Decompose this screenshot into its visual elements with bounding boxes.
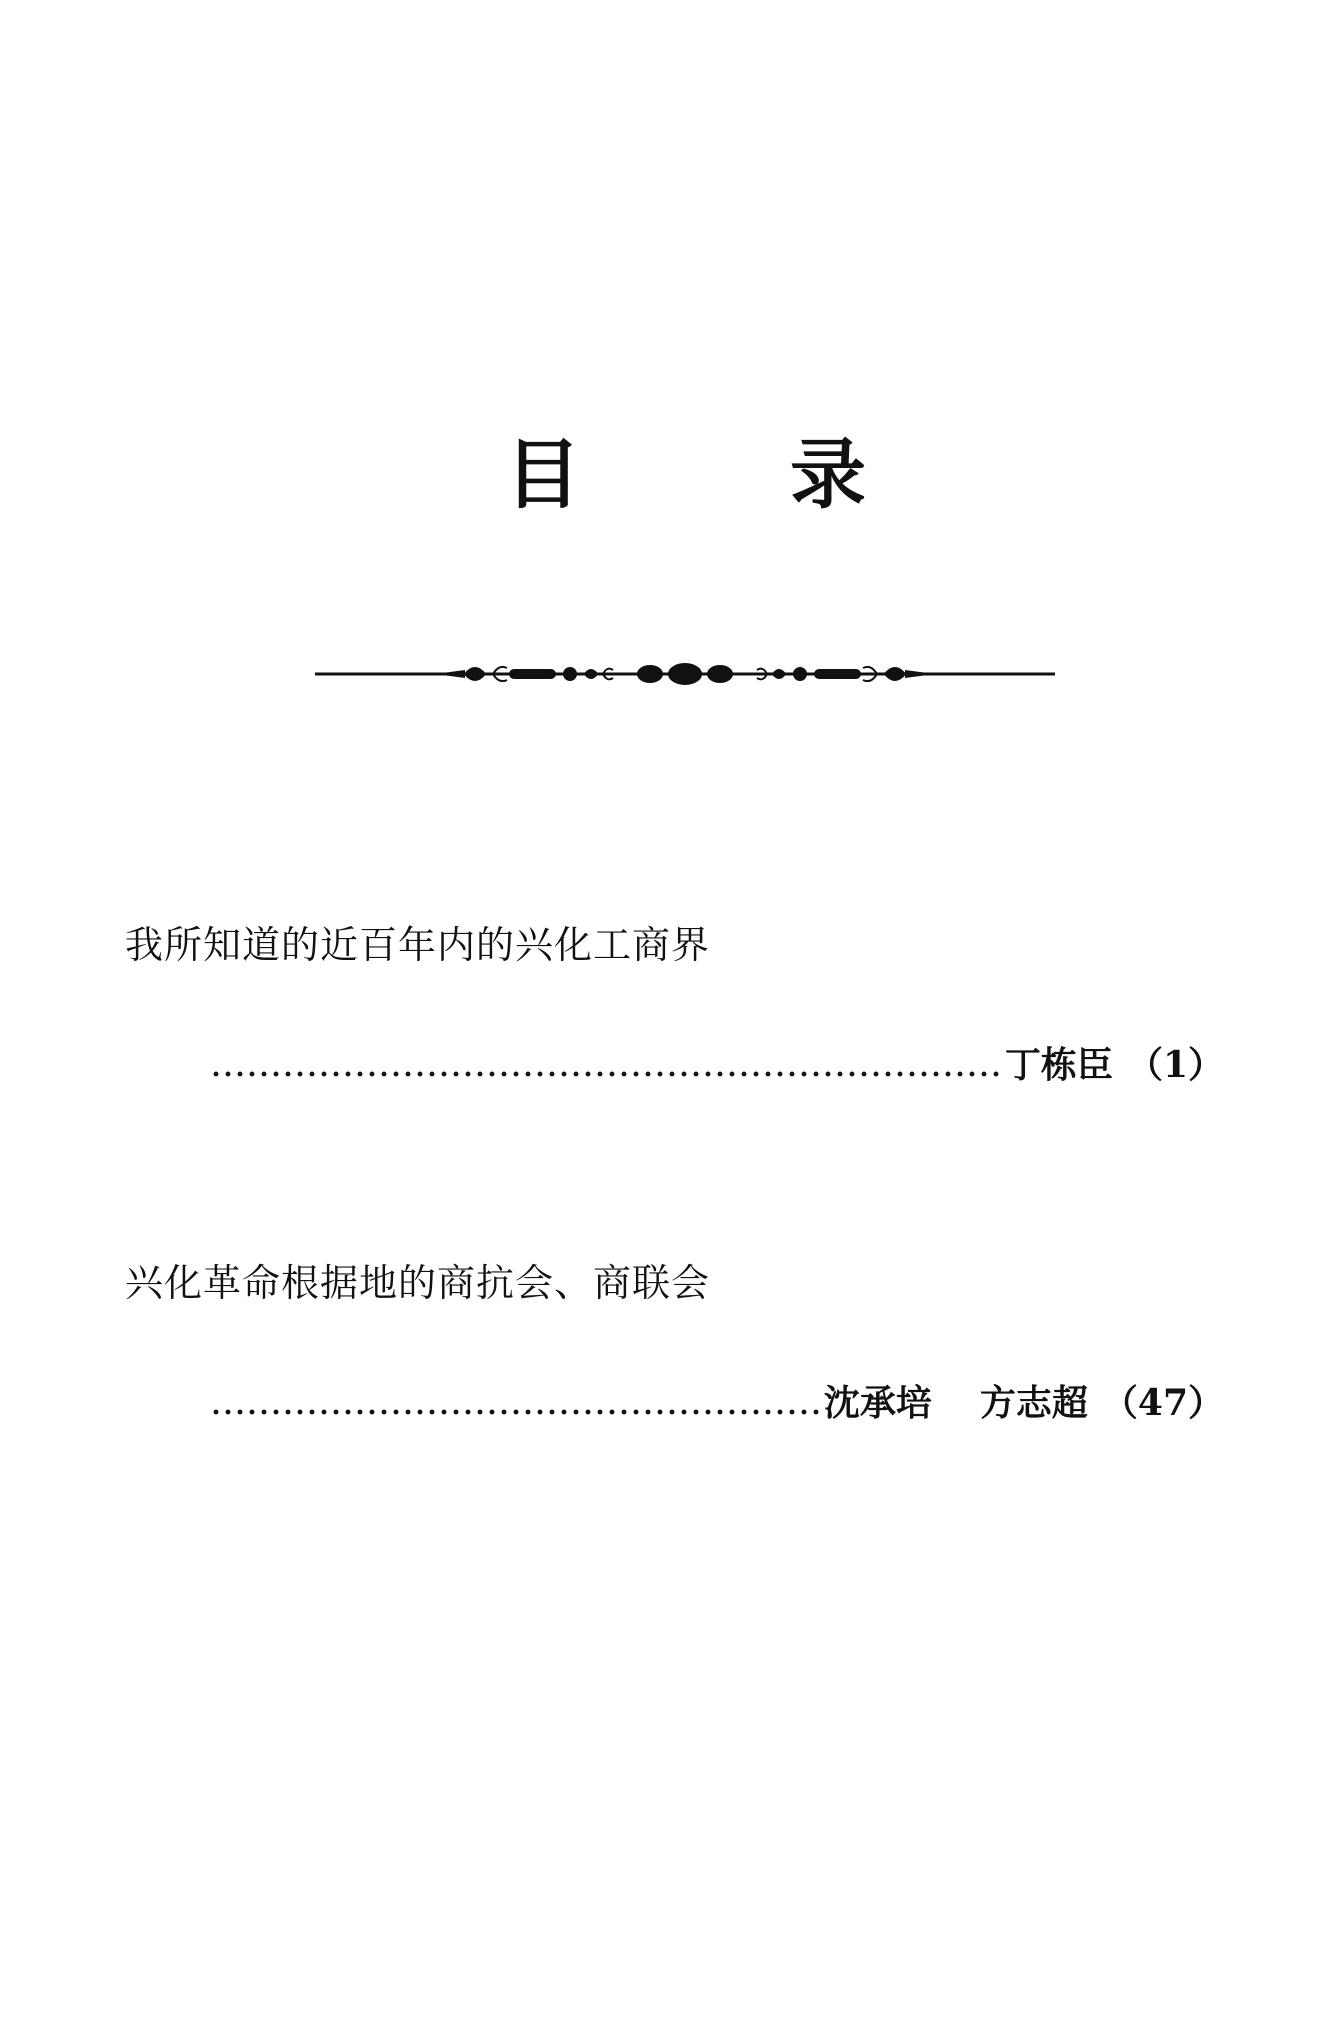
title-char-mu: 目 [505,430,581,519]
dot-leader [210,1408,820,1416]
toc-entry-leader [210,1040,1224,1090]
toc-entry-leader [210,1378,1224,1428]
toc-entry-author: 丁栋臣 [1004,1044,1113,1086]
toc-entry-page-number: （1） [1126,1044,1224,1086]
toc-entry-title: 我所知道的近百年内的兴化工商界 [125,923,711,967]
page-title [0,430,1336,520]
toc-entry-author: 沈承培 [823,1382,932,1424]
title-char-lu: 录 [790,430,866,519]
decorative-divider-icon [315,652,1055,696]
dot-leader [210,1070,1001,1078]
toc-entry-page-number: （47） [1101,1382,1224,1424]
toc-entry-title: 兴化革命根据地的商抗会、商联会 [125,1261,711,1305]
toc-entry-coauthor: 方志超 [979,1382,1088,1424]
